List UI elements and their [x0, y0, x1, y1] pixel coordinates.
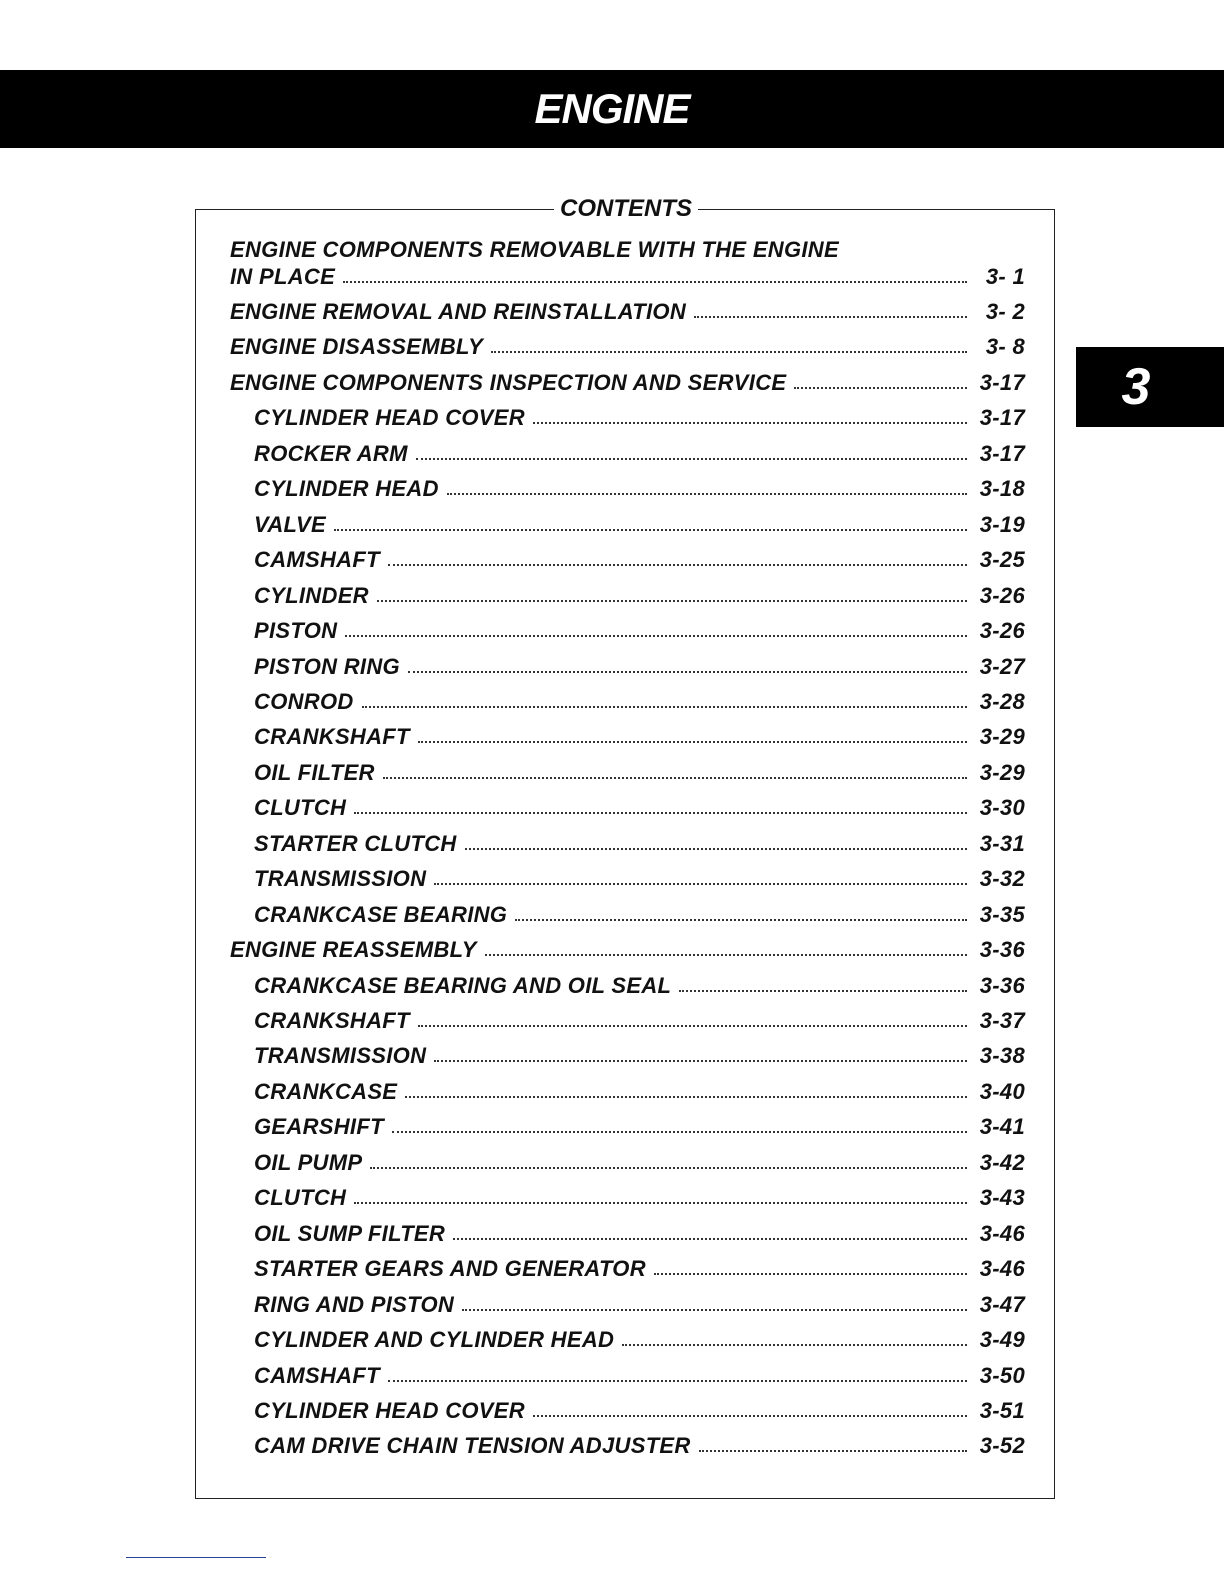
toc-entry-page: 3- 2 — [985, 299, 1025, 324]
toc-entry-page: 3-38 — [979, 1043, 1025, 1068]
toc-entry-label: CRANKCASE — [254, 1079, 398, 1104]
toc-entry-page: 3-36 — [979, 937, 1025, 962]
toc-entry-page: 3-17 — [979, 370, 1025, 395]
toc-entry-page: 3-42 — [979, 1150, 1025, 1175]
dot-leader — [462, 1307, 967, 1311]
dot-leader — [533, 1413, 967, 1417]
toc-entry-page: 3-50 — [979, 1363, 1025, 1388]
contents-title — [196, 194, 1056, 224]
toc-entry-label: CLUTCH — [254, 795, 347, 820]
toc-entry-page: 3-36 — [979, 973, 1025, 998]
toc-entry-label: CRANKSHAFT — [254, 724, 410, 749]
toc-entry-label: CYLINDER HEAD COVER — [254, 1398, 525, 1423]
toc-entry-page: 3-18 — [979, 476, 1025, 501]
toc-entry-page: 3-31 — [979, 831, 1025, 856]
toc-entry[interactable] — [254, 1397, 1025, 1425]
toc-entry[interactable] — [254, 1291, 1025, 1319]
toc-entry[interactable] — [254, 901, 1025, 929]
toc-entry[interactable] — [254, 1432, 1025, 1460]
toc-entry-page: 3- 1 — [985, 264, 1025, 289]
toc-entry-page: 3-17 — [979, 405, 1025, 430]
dot-leader — [465, 846, 967, 850]
dot-leader — [354, 810, 967, 814]
toc-entry-page: 3-29 — [979, 724, 1025, 749]
toc-entry-page: 3-29 — [979, 760, 1025, 785]
chapter-number: 3 — [1121, 358, 1151, 416]
toc-entry-label: CYLINDER HEAD COVER — [254, 405, 525, 430]
footer-rule — [126, 1557, 266, 1558]
toc-entry-label: CAMSHAFT — [254, 1363, 380, 1388]
dot-leader — [622, 1342, 967, 1346]
page-title: ENGINE — [534, 85, 690, 132]
dot-leader — [354, 1200, 967, 1204]
toc-entry-label: ROCKER ARM — [254, 441, 408, 466]
toc-entry[interactable] — [254, 1326, 1025, 1354]
toc-entry[interactable] — [230, 298, 1025, 326]
dot-leader — [388, 562, 967, 566]
toc-entry-label: CYLINDER — [254, 583, 369, 608]
toc-entry-page: 3-28 — [979, 689, 1025, 714]
toc-entry[interactable] — [254, 1362, 1025, 1390]
dot-leader — [453, 1236, 967, 1240]
toc-entry-page: 3- 8 — [985, 334, 1025, 359]
toc-entry[interactable] — [230, 369, 1025, 397]
toc-entry-label: CRANKCASE BEARING — [254, 902, 508, 927]
dot-leader — [434, 1058, 967, 1062]
toc-entry[interactable] — [254, 404, 1025, 432]
dot-leader — [408, 669, 967, 673]
dot-leader — [416, 456, 967, 460]
toc-entry-page: 3-26 — [979, 583, 1025, 608]
dot-leader — [491, 349, 967, 353]
toc-entry[interactable] — [254, 1220, 1025, 1248]
dot-leader — [334, 527, 967, 531]
toc-entry-label: ENGINE COMPONENTS INSPECTION AND SERVICE — [230, 370, 787, 395]
toc-entry[interactable] — [254, 653, 1025, 681]
dot-leader — [383, 775, 967, 779]
toc-entry[interactable] — [254, 546, 1025, 574]
toc-entry-label: IN PLACE — [230, 264, 336, 289]
header-bar — [0, 70, 1224, 148]
toc-entry-label: ENGINE REASSEMBLY — [230, 937, 477, 962]
toc-entry[interactable] — [254, 723, 1025, 751]
toc-entry-page: 3-46 — [979, 1221, 1025, 1246]
dot-leader — [405, 1094, 967, 1098]
toc-entry-page: 3-32 — [979, 866, 1025, 891]
toc-entry-label: TRANSMISSION — [254, 1043, 427, 1068]
toc-entry-label: CRANKSHAFT — [254, 1008, 410, 1033]
toc-entry-page: 3-35 — [979, 902, 1025, 927]
toc-entry[interactable] — [230, 333, 1025, 361]
toc-entry[interactable] — [254, 794, 1025, 822]
toc-entry-page: 3-26 — [979, 618, 1025, 643]
toc-entry[interactable] — [254, 972, 1025, 1000]
toc-entry-label: STARTER CLUTCH — [254, 831, 457, 856]
dot-leader — [434, 881, 967, 885]
dot-leader — [370, 1165, 967, 1169]
dot-leader — [362, 704, 967, 708]
dot-leader — [699, 1448, 967, 1452]
dot-leader — [533, 420, 967, 424]
dot-leader — [447, 491, 967, 495]
toc-entry-page: 3-40 — [979, 1079, 1025, 1104]
toc-entry-label: OIL PUMP — [254, 1150, 363, 1175]
toc-entry-page: 3-41 — [979, 1114, 1025, 1139]
toc-entry[interactable] — [254, 582, 1025, 610]
toc-entry-label: PISTON — [254, 618, 338, 643]
toc-entry-label: OIL SUMP FILTER — [254, 1221, 446, 1246]
toc-entry[interactable] — [254, 440, 1025, 468]
toc-entry-label: CLUTCH — [254, 1185, 347, 1210]
toc-entry-first[interactable] — [230, 263, 1025, 291]
dot-leader — [418, 1023, 967, 1027]
dot-leader — [392, 1129, 967, 1133]
toc-entry-label: TRANSMISSION — [254, 866, 427, 891]
dot-leader — [485, 952, 967, 956]
dot-leader — [418, 739, 967, 743]
toc-entry-label: CONROD — [254, 689, 354, 714]
dot-leader — [654, 1271, 967, 1275]
toc-entry[interactable] — [254, 617, 1025, 645]
toc-entry-label: RING AND PISTON — [254, 1292, 455, 1317]
contents-title-text: CONTENTS — [554, 195, 698, 222]
toc-entry-label: ENGINE DISASSEMBLY — [230, 334, 484, 359]
toc-entry-label: CAM DRIVE CHAIN TENSION ADJUSTER — [254, 1433, 691, 1458]
toc-entry-page: 3-17 — [979, 441, 1025, 466]
toc-entry[interactable] — [254, 511, 1025, 539]
toc-entry-page: 3-37 — [979, 1008, 1025, 1033]
toc-entry-page: 3-52 — [979, 1433, 1025, 1458]
toc-entry-page: 3-19 — [979, 512, 1025, 537]
toc-entry-label: STARTER GEARS AND GENERATOR — [254, 1256, 646, 1281]
toc-entry[interactable] — [254, 1078, 1025, 1106]
toc-entry[interactable] — [254, 830, 1025, 858]
dot-leader — [343, 279, 967, 283]
toc-entry-label: CYLINDER HEAD — [254, 476, 439, 501]
dot-leader — [679, 988, 967, 992]
dot-leader — [794, 385, 967, 389]
toc-entry-page: 3-46 — [979, 1256, 1025, 1281]
toc-entry-label: GEARSHIFT — [254, 1114, 384, 1139]
toc-entry[interactable] — [254, 688, 1025, 716]
toc-entry[interactable] — [254, 1113, 1025, 1141]
toc-entry-page: 3-30 — [979, 795, 1025, 820]
toc-entry-label: VALVE — [254, 512, 327, 537]
toc-entry[interactable] — [254, 1184, 1025, 1212]
toc-entry-page: 3-47 — [979, 1292, 1025, 1317]
dot-leader — [515, 917, 967, 921]
toc-entry[interactable] — [254, 1007, 1025, 1035]
toc-entry[interactable] — [254, 475, 1025, 503]
dot-leader — [694, 314, 967, 318]
dot-leader — [377, 598, 967, 602]
toc-entry[interactable] — [254, 1255, 1025, 1283]
toc-entry-label: CRANKCASE BEARING AND OIL SEAL — [254, 973, 672, 998]
dot-leader — [345, 633, 967, 637]
toc-entry-page: 3-51 — [979, 1398, 1025, 1423]
toc-entry[interactable] — [254, 865, 1025, 893]
toc-entry-first-line1: ENGINE COMPONENTS REMOVABLE WITH THE ENGINE — [230, 237, 839, 262]
toc-entry-label: OIL FILTER — [254, 760, 375, 785]
toc-entry-label: PISTON RING — [254, 654, 400, 679]
toc-entry[interactable] — [254, 1149, 1025, 1177]
toc-entry-label: CAMSHAFT — [254, 547, 380, 572]
toc-entry[interactable] — [230, 936, 1025, 964]
chapter-tab — [1076, 347, 1224, 427]
toc-entry[interactable] — [254, 1042, 1025, 1070]
toc-entry-label: CYLINDER AND CYLINDER HEAD — [254, 1327, 615, 1352]
toc-entry-page: 3-43 — [979, 1185, 1025, 1210]
toc-entry-page: 3-25 — [979, 547, 1025, 572]
dot-leader — [388, 1378, 967, 1382]
toc-entry-page: 3-49 — [979, 1327, 1025, 1352]
toc-entry[interactable] — [254, 759, 1025, 787]
toc-entry-page: 3-27 — [979, 654, 1025, 679]
toc-entry-label: ENGINE REMOVAL AND REINSTALLATION — [230, 299, 687, 324]
